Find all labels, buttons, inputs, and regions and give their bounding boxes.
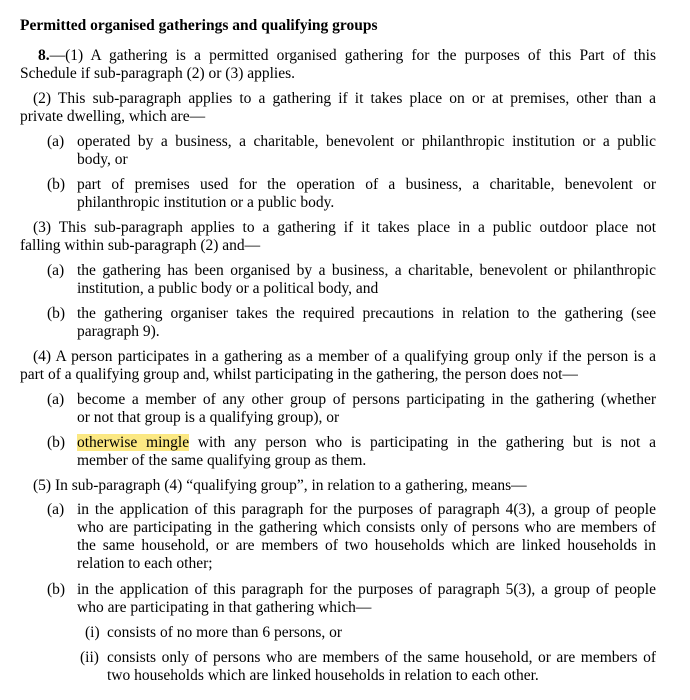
sub-4-line-1: (4) A person participates in a gathering as a member of a qualifying group only if the person is a [33,348,656,365]
sub-5-b-label: (b) [47,581,66,598]
para-8-1-line-2: Schedule if sub-paragraph (2) or (3) applies. [20,65,296,82]
sub-5-a-line-1: in the application of this paragraph for the purposes of paragraph 4(3), a group of people [77,501,656,518]
para-8-1-line-1: 8.—(1) A gathering is a permitted organised gathering for the purposes of this Part of this [38,47,656,64]
sub-4-b-line-2: member of the same qualifying group as them. [77,452,367,469]
sub-4-a-label: (a) [47,391,65,408]
sub-3-b-label: (b) [47,305,66,322]
sub-4-b-line-1: otherwise mingle with any person who is participating in the gathering but is not a [77,434,656,451]
sub-5-a-label: (a) [47,501,65,518]
sub-4-b-label: (b) [47,434,66,451]
sub-5-b-line-1: in the application of this paragraph for the purposes of paragraph 5(3), a group of people [77,581,656,598]
sub-3-b-line-1: the gathering organiser takes the required precautions in relation to the gathering (see [77,305,656,322]
sub-2-a-line-2: body, or [77,151,128,168]
section-heading: Permitted organised gatherings and qualifying groups [20,17,378,34]
sub-5-b-ii-line-2: two households which are linked households in relation to each other. [107,667,539,684]
sub-3-b-line-2: paragraph 9). [77,323,160,340]
sub-2-a-line-1: operated by a business, a charitable, benevolent or philanthropic institution or a public [77,133,656,150]
sub-3-line-1: (3) This sub-paragraph applies to a gathering if it takes place in a public outdoor place not [33,219,656,236]
sub-5-a-line-2: who are participating in the gathering which consists only of persons who are members of [77,519,656,536]
sub-5-b-i-label: (i) [85,624,100,641]
sub-2-b-label: (b) [47,176,66,193]
sub-2-b-line-1: part of premises used for the operation of a business, a charitable, benevolent or [77,176,656,193]
sub-3-line-2: falling within sub-paragraph (2) and— [20,237,261,254]
sub-5-b-ii-line-1: consists only of persons who are members of the same household, or are members of [107,649,656,666]
sub-2-a-label: (a) [47,133,65,150]
sub-2-line-2: private dwelling, which are— [20,108,206,125]
sub-3-a-label: (a) [47,262,65,279]
sub-5-line-1: (5) In sub-paragraph (4) “qualifying group”, in relation to a gathering, means— [33,477,527,494]
sub-2-b-line-2: philanthropic institution or a public body. [77,194,335,211]
sub-4-a-line-1: become a member of any other group of persons participating in the gathering (whether [77,391,656,408]
sub-2-line-1: (2) This sub-paragraph applies to a gathering if it takes place on or at premises, other than a [33,90,656,107]
sub-3-a-line-2: institution, a public body or a political body, and [77,280,379,297]
sub-5-a-line-3: the same household, or are members of two households which are linked households in [77,537,656,554]
sub-5-a-line-4: relation to each other; [77,555,213,572]
sub-5-b-line-2: who are participating in that gathering which— [77,599,372,616]
highlighted-text: otherwise mingle [77,434,190,451]
sub-3-a-line-1: the gathering has been organised by a business, a charitable, benevolent or philanthropic [77,262,656,279]
sub-5-b-ii-label: (ii) [80,649,99,666]
sub-5-b-i-line-1: consists of no more than 6 persons, or [107,624,343,641]
sub-4-a-line-2: or not that group is a qualifying group), or [77,409,340,426]
para-number: 8. [38,47,50,64]
sub-4-line-2: part of a qualifying group and, whilst participating in the gathering, the person does not— [20,366,578,383]
